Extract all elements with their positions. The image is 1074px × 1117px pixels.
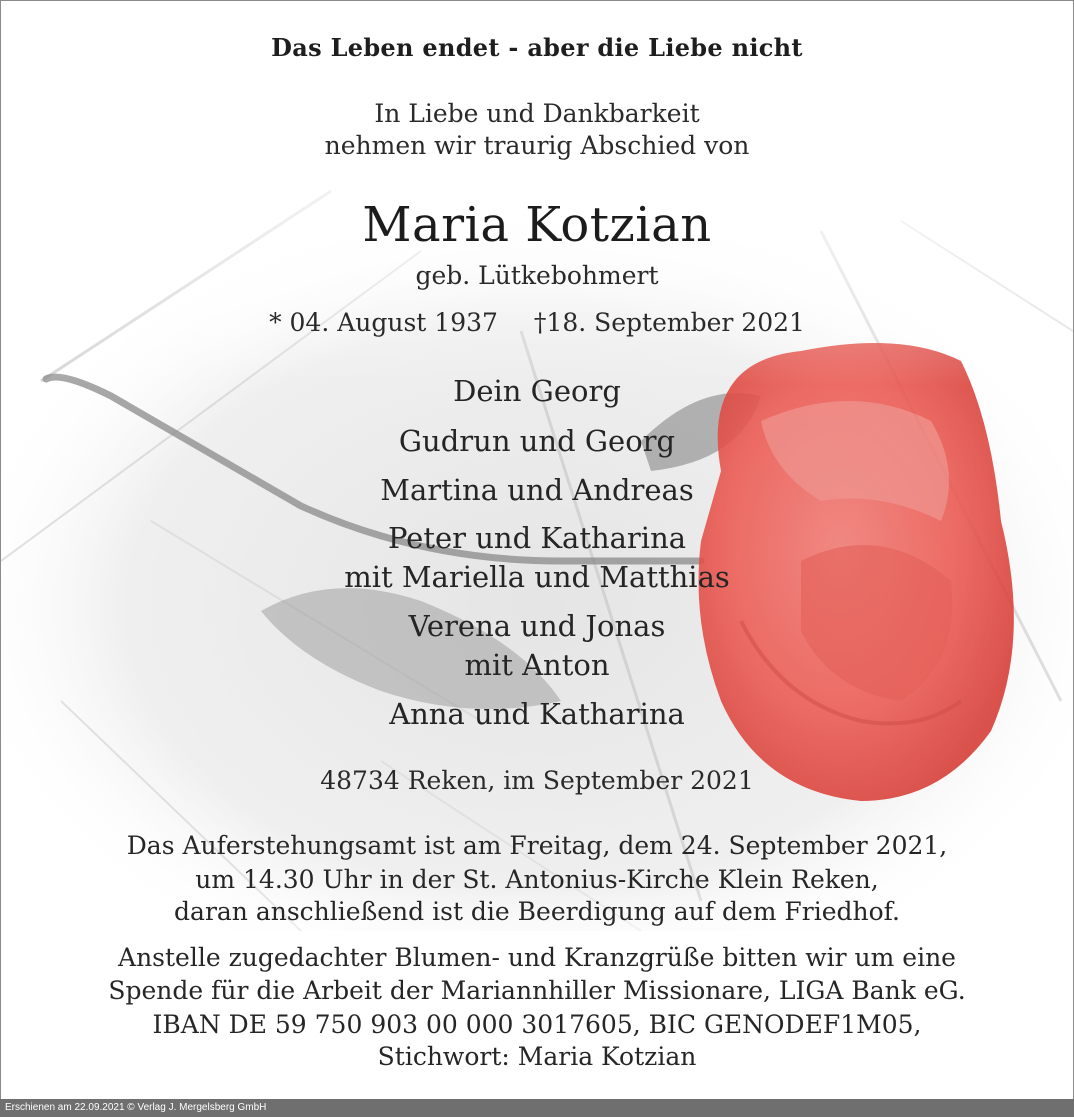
- intro-line-2: nehmen wir traurig Abschied von: [324, 131, 750, 160]
- birth-date: * 04. August 1937: [269, 308, 498, 337]
- mourner: Peter und Katharina: [387, 521, 687, 555]
- mourner: mit Mariella und Matthias: [344, 560, 730, 594]
- mourner: Gudrun und Georg: [398, 424, 676, 458]
- mourner: Anna und Katharina: [389, 697, 685, 731]
- donation-info-line: Stichwort: Maria Kotzian: [377, 1042, 697, 1071]
- mourner: mit Anton: [464, 648, 610, 682]
- mourner: Dein Georg: [453, 374, 621, 408]
- deceased-name: Maria Kotzian: [362, 197, 712, 253]
- donation-info-line: Anstelle zugedachter Blumen- und Kranzgrüße bitten wir um eine: [118, 943, 956, 972]
- donation-info-line: IBAN DE 59 750 903 00 000 3017605, BIC GENODEF1M05,: [152, 1010, 922, 1039]
- maiden-name: geb. Lütkebohmert: [415, 261, 659, 290]
- life-dates: [1, 308, 1073, 337]
- publication-footer: Erschienen am 22.09.2021 © Verlag J. Mergelsberg GmbH: [0, 1099, 1074, 1117]
- headline: Das Leben endet - aber die Liebe nicht: [271, 33, 803, 62]
- death-date: †18. September 2021: [533, 308, 805, 337]
- donation-info-line: Spende für die Arbeit der Mariannhiller Missionare, LIGA Bank eG.: [108, 976, 966, 1005]
- intro-line-1: In Liebe und Dankbarkeit: [374, 99, 700, 128]
- service-info-line: Das Auferstehungsamt ist am Freitag, dem 24. September 2021,: [126, 831, 948, 860]
- mourner: Martina und Andreas: [380, 473, 694, 507]
- service-info-line: um 14.30 Uhr in der St. Antonius-Kirche Klein Reken,: [195, 865, 879, 894]
- place-and-date: 48734 Reken, im September 2021: [320, 766, 754, 795]
- mourner: Verena und Jonas: [408, 609, 666, 643]
- service-info-line: daran anschließend ist die Beerdigung auf dem Friedhof.: [174, 897, 900, 926]
